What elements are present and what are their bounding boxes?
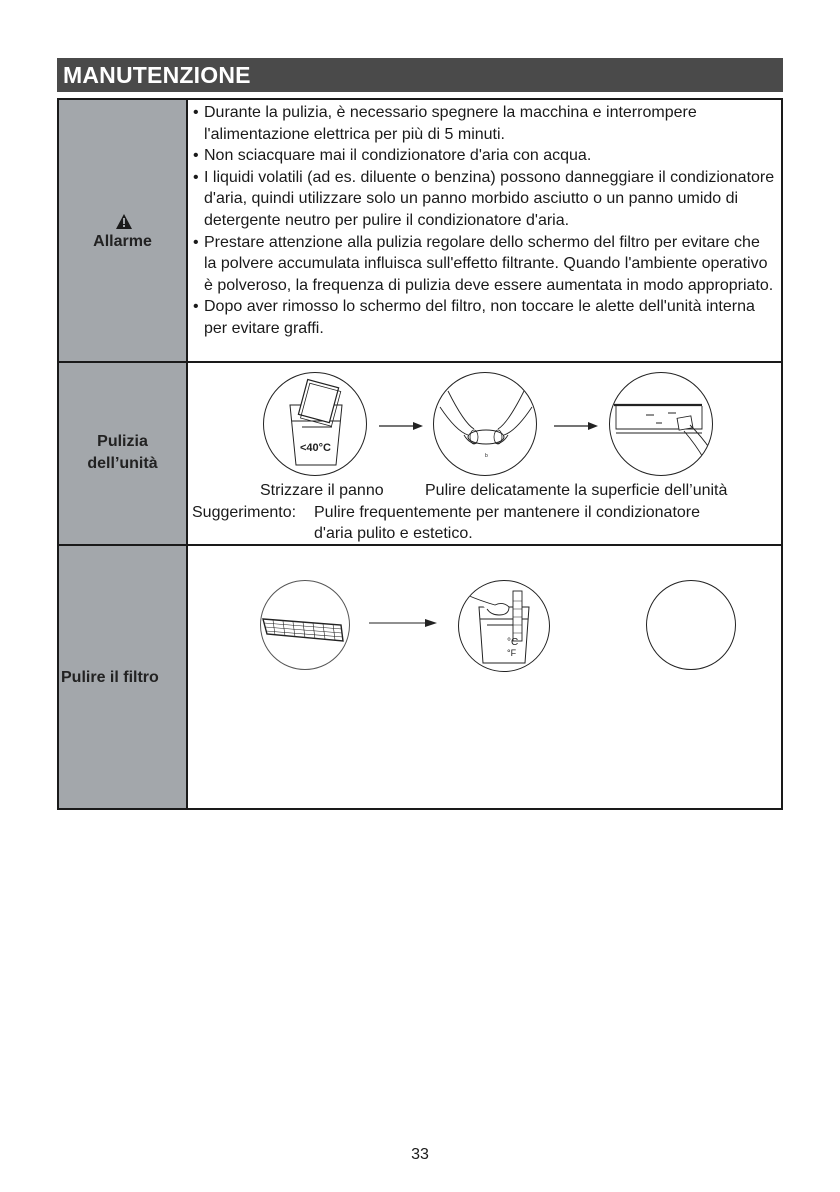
page-number: 33 bbox=[411, 1146, 429, 1163]
alarm-bullet-list bbox=[193, 102, 775, 340]
caption-wring: Strizzare il panno bbox=[260, 482, 384, 499]
svg-text:b: b bbox=[485, 453, 488, 459]
filter-cleaning-label-cell bbox=[59, 546, 188, 808]
alarm-bullet: • I liquidi volatili (ad es. diluente o benzina) possono danneggiare il condizionatore d'aria, quindi utilizzare solo un panno morbido asciutto o un panno umido di detergente neutro per pulire il condizionatore d'aria. bbox=[193, 167, 775, 232]
alarm-label-cell bbox=[59, 100, 188, 361]
warning-triangle-icon bbox=[116, 214, 132, 229]
filter-cleaning-content bbox=[190, 546, 781, 808]
arrow-right-icon bbox=[379, 418, 423, 428]
wipe-unit-illustration bbox=[609, 372, 713, 476]
alarm-row bbox=[59, 100, 781, 363]
unit-cleaning-label-cell bbox=[59, 363, 188, 544]
temperature-label: <40°C bbox=[300, 442, 332, 454]
section-title-bar bbox=[57, 58, 783, 92]
wash-filter-illustration bbox=[458, 580, 550, 672]
unit-cleaning-label-line2: dell’unità bbox=[87, 455, 158, 472]
caption-wipe: Pulire delicatamente la superficie dell’unità bbox=[425, 482, 728, 499]
alarm-label: Allarme bbox=[93, 233, 152, 250]
unit-cleaning-row bbox=[59, 363, 781, 546]
alarm-bullet: • Non sciacquare mai il condizionatore d'aria con acqua. bbox=[193, 145, 775, 167]
unit-cleaning-label-line1: Pulizia bbox=[97, 433, 148, 450]
filter-cleaning-label: Pulire il filtro bbox=[61, 669, 159, 686]
alarm-bullet: • Durante la pulizia, è necessario spegnere la macchina e interrompere l'alimentazione elettrica per più di 5 minuti. bbox=[193, 102, 775, 145]
empty-illustration bbox=[646, 580, 736, 670]
alarm-bullet: • Dopo aver rimosso lo schermo del filtro, non toccare le alette dell'unità interna per evitare graffi. bbox=[193, 296, 775, 339]
filter-cleaning-row bbox=[59, 546, 781, 808]
wring-cloth-illustration bbox=[433, 372, 537, 476]
filter-mesh-illustration bbox=[260, 580, 350, 670]
alarm-content bbox=[190, 100, 781, 361]
alarm-bullet: • Prestare attenzione alla pulizia regolare dello schermo del filtro per evitare che la polvere accumulata influisca sull'effetto filtrante. Quando l'ambiente operativo è polveroso, la frequenza di pulizia deve essere aumentata in modo appropriato. bbox=[193, 232, 775, 297]
maintenance-table bbox=[57, 98, 783, 810]
tip-label: Suggerimento: bbox=[192, 504, 297, 521]
cloth-in-water-illustration bbox=[263, 372, 367, 476]
section-title: MANUTENZIONE bbox=[63, 62, 251, 88]
fahrenheit-label: °F bbox=[507, 648, 517, 658]
tip-line1: Pulire frequentemente per mantenere il condizionatore bbox=[314, 504, 701, 521]
arrow-right-icon bbox=[554, 418, 598, 428]
unit-cleaning-content bbox=[190, 363, 781, 544]
arrow-right-icon bbox=[369, 615, 437, 625]
tip-line2: d'aria pulito e estetico. bbox=[314, 525, 473, 542]
celsius-label: °C bbox=[507, 637, 519, 648]
